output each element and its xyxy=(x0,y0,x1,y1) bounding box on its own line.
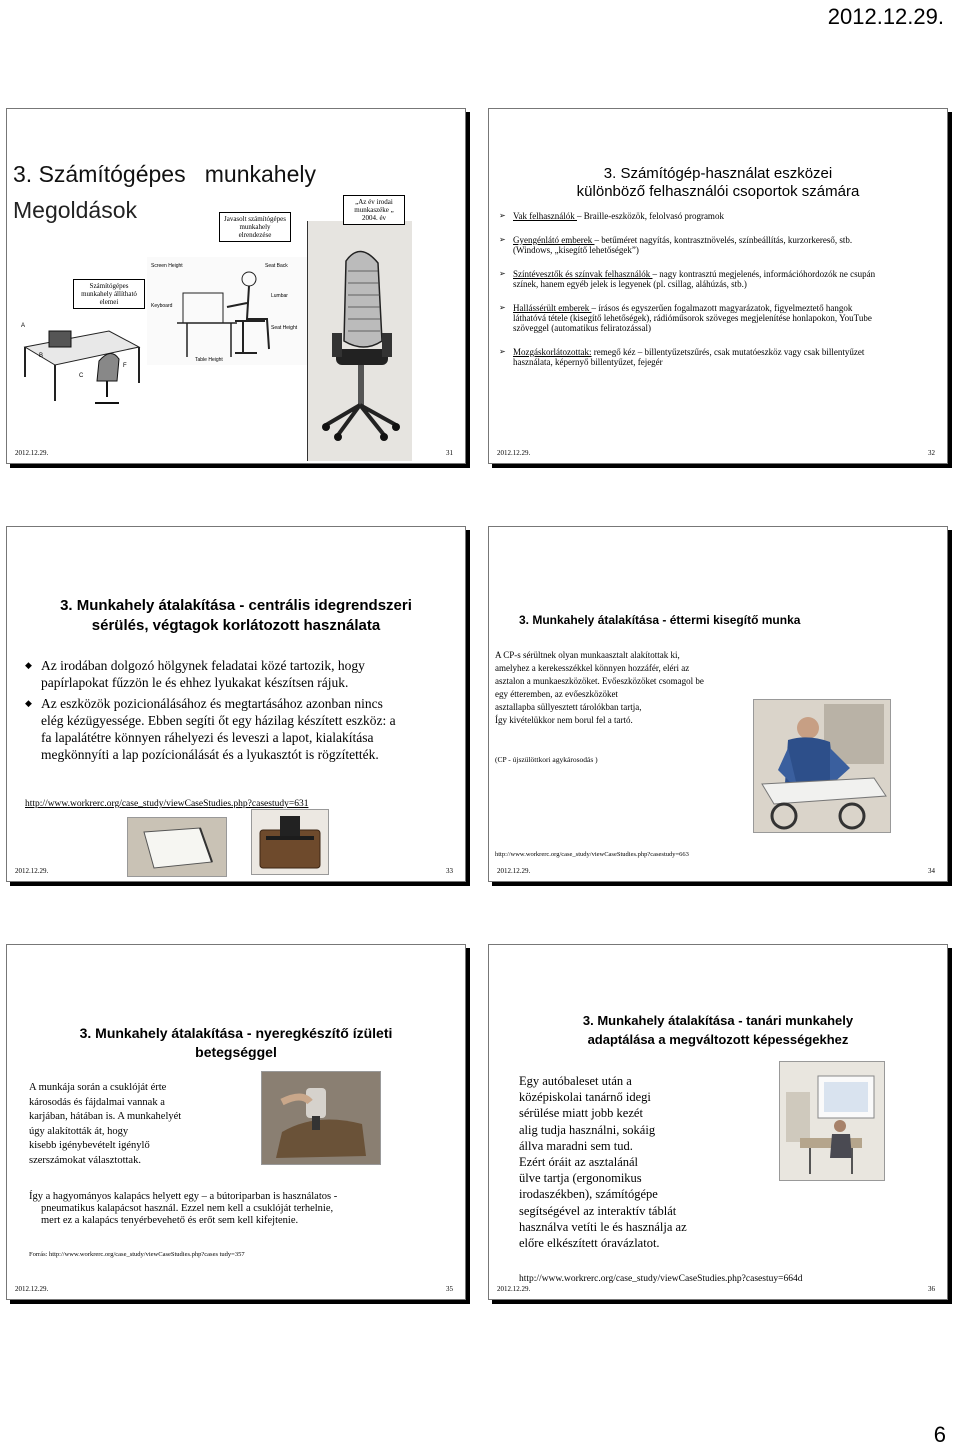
office-chair-icon xyxy=(308,221,412,461)
slide-date: 2012.12.29. xyxy=(15,1285,49,1293)
body-line: szerszámokat választottak. xyxy=(29,1154,141,1166)
slide-number: 33 xyxy=(446,867,453,875)
slide-title-line2: betegséggel xyxy=(195,1044,277,1060)
slide-title-line1: 3. Számítógépes munkahely xyxy=(13,161,316,187)
paper-holder-photo xyxy=(127,817,227,877)
saddle-maker-photo xyxy=(261,1071,381,1165)
body-line: károsodás és fájdalmai vannak a xyxy=(29,1096,165,1108)
classroom-board-icon xyxy=(780,1062,884,1180)
list-item xyxy=(499,269,883,289)
body-line: amelyhez a kerekesszékkel könnyen hozzáfér, eléri az xyxy=(495,663,690,673)
source-link[interactable]: Forrás: http://www.workrerc.org/case_study/viewCaseStudies.php?cases tudy=357 xyxy=(29,1251,245,1258)
body-line: Ezért óráit az asztalánál xyxy=(519,1155,639,1170)
list-item xyxy=(499,347,883,367)
item-lead: Hallássérült emberek xyxy=(513,303,592,313)
slide-title-line2: különböző felhasználói csoportok számára xyxy=(576,183,860,200)
slide-date: 2012.12.29. xyxy=(497,449,531,457)
slide-title-line2: Megoldások xyxy=(13,197,138,223)
body-line: előre elkészített óravázlatot. xyxy=(519,1236,660,1251)
workstation-sketch xyxy=(19,317,147,409)
item-text: – nagy kontrasztú megjelenés, információhordozók ne csupán színek, hanem egyéb jelek is legyenek (pl. csillag, aláhúzás, stb.) xyxy=(513,269,876,289)
slide-32 xyxy=(488,108,948,464)
item-text: remegő kéz – billentyűzetszűrés, csak mutatóeszköz vagy csak billentyűzet használata, képernyő billentyűzet, fejegér xyxy=(513,347,865,367)
body-line: kisebb igénybevételt igénylő xyxy=(29,1140,150,1151)
svg-text:A: A xyxy=(21,323,26,329)
svg-text:Lumbar: Lumbar xyxy=(271,293,288,299)
label-javasolt: Javasolt számítógépes munkahely elrendezése xyxy=(219,212,291,242)
case-bullets xyxy=(25,657,405,763)
hole-punch-icon xyxy=(252,810,328,874)
body-line: asztallapba süllyesztett tárolókban tartja, xyxy=(495,702,642,712)
svg-text:C: C xyxy=(79,373,84,379)
item-text: – írásos és egyszerűen fogalmazott magyarázatok, figyelmeztető hangok láthatóvá tétele (kisegítő lehetőségek), rádióműsorok szöveges megjelenítése honlapokon, YouTube szöveggel (automatikus feliratozással) xyxy=(513,303,872,333)
item-text: – betűméret nagyítás, kontrasztnövelés, színbeállítás, kurzorkereső, stb. (Windows, „kisegítő lehetőségek”) xyxy=(513,235,853,255)
label-allithato: Számítógépes munkahely állítható elemei xyxy=(73,279,145,309)
item-lead: Mozgáskorlátozottak: xyxy=(513,347,592,357)
slide-title: 3. Munkahely átalakítása - éttermi kisegítő munka xyxy=(519,613,801,627)
workstation-icon xyxy=(19,317,147,409)
body-line: pneumatikus kalapácsot használ. Ezzel nem kell a csuklóját terhelnie, xyxy=(41,1203,334,1214)
case-body-2 xyxy=(29,1191,409,1227)
slide-31 xyxy=(6,108,466,464)
body-line: karjában, hátában is. A munkahelyét xyxy=(29,1111,182,1122)
body-line: Így a hagyományos kalapács helyett egy – a bútoriparban is használatos - xyxy=(29,1191,338,1202)
cp-note: (CP - újszülöttkori agykárosodás ) xyxy=(495,755,598,764)
body-line: középiskolai tanárnő idegi xyxy=(519,1090,651,1105)
body-line: Így kivételükkor nem borul fel a tartó. xyxy=(495,715,633,725)
body-line: irodaszékben), számítógépe xyxy=(519,1187,658,1202)
svg-text:Seat Height: Seat Height xyxy=(271,325,298,331)
slide-number: 31 xyxy=(446,449,453,457)
slide-date: 2012.12.29. xyxy=(15,449,49,457)
list-item: ◆ Az irodában dolgozó hölgynek feladatai közé tartozik, hogy papírlapokat fűzzön le és ehhez lyukakat készítsen rájuk. xyxy=(25,657,405,691)
svg-text:Table Height: Table Height xyxy=(195,357,223,363)
list-item xyxy=(499,303,883,333)
body-line: A CP-s sérültnek olyan munkaasztalt alakítottak ki, xyxy=(495,650,680,660)
body-line: asztalon a munkaeszközöket. Evőeszközöket csomagol be xyxy=(495,676,704,686)
svg-text:F: F xyxy=(123,363,127,369)
restaurant-worker-photo xyxy=(753,699,891,833)
ergonomic-diagram xyxy=(147,257,307,365)
slide-date: 2012.12.29. xyxy=(497,867,531,875)
body-line: úgy alakították át, hogy xyxy=(29,1125,129,1137)
page-date: 2012.12.29. xyxy=(827,4,944,29)
case-body xyxy=(29,1081,229,1168)
slide-number: 36 xyxy=(928,1285,935,1293)
list-item xyxy=(499,211,883,221)
slide-title-line1: 3. Munkahely átalakítása - nyeregkészítő ízületi xyxy=(79,1025,393,1041)
item-lead: Gyengénlátó emberek xyxy=(513,235,595,245)
body-line: Egy autóbaleset után a xyxy=(519,1074,632,1088)
slide-title-line1: 3. Munkahely átalakítása - tanári munkahely xyxy=(582,1013,854,1028)
source-link[interactable]: http://www.workrerc.org/case_study/viewCaseStudies.php?casestuy=664d xyxy=(519,1274,803,1284)
item-lead: Vak felhasználók xyxy=(513,211,577,221)
body-line: mert ez a kalapács tenyérbevehető és erőt sem kell kifejtenie. xyxy=(41,1215,299,1226)
slide-number: 34 xyxy=(928,867,935,875)
slide-title-line2: adaptálása a megváltozott képességekhez xyxy=(587,1032,849,1047)
classroom-photo xyxy=(779,1061,885,1181)
source-link[interactable]: http://www.workrerc.org/case_study/viewCaseStudies.php?casestudy=631 xyxy=(25,799,309,809)
slide-36 xyxy=(488,944,948,1300)
svg-text:Keyboard: Keyboard xyxy=(151,303,173,309)
case-body xyxy=(495,649,795,727)
slide-33 xyxy=(6,526,466,882)
slide-35 xyxy=(6,944,466,1300)
label-iroda: „Az év irodai munkaszéke „ 2004. év xyxy=(343,195,405,225)
wheelchair-worker-icon xyxy=(754,700,890,832)
svg-text:Screen Height: Screen Height xyxy=(151,263,183,269)
paper-board-icon xyxy=(128,818,226,876)
body-line: használva vetíti le és használja az xyxy=(519,1219,687,1234)
body-line: A munkája során a csuklóját érte xyxy=(29,1082,167,1093)
tools-list xyxy=(499,211,883,367)
slide-date: 2012.12.29. xyxy=(497,1285,531,1293)
body-line: állva maradni sem tud. xyxy=(519,1138,633,1153)
body-line: sérülése miatt jobb kezét xyxy=(519,1106,643,1121)
slide-34 xyxy=(488,526,948,882)
slide-title-line1: 3. Számítógép-használat eszközei xyxy=(603,165,833,182)
slide-title-line1: 3. Munkahely átalakítása - centrális idegrendszeri xyxy=(60,597,412,614)
case-body xyxy=(519,1073,719,1251)
chair-photo xyxy=(307,221,412,461)
slide-date: 2012.12.29. xyxy=(15,867,49,875)
slide-number: 35 xyxy=(446,1285,453,1293)
ergonomics-diagram-icon xyxy=(147,257,307,365)
body-line: segítségével az interaktív táblát xyxy=(519,1203,677,1218)
body-line: alig tudja használni, sokáig xyxy=(519,1122,656,1137)
body-line: egy étteremben, az evőeszközöket xyxy=(495,689,618,699)
source-link[interactable]: http://www.workrerc.org/case_study/viewCaseStudies.php?casestudy=663 xyxy=(495,851,689,858)
pneumatic-hammer-icon xyxy=(262,1072,380,1164)
body-line: ülve tartja (ergonomikus xyxy=(519,1171,642,1186)
slide-number: 32 xyxy=(928,449,935,457)
item-text: – Braille-eszközök, felolvasó programok xyxy=(576,211,724,221)
svg-text:B: B xyxy=(39,353,44,359)
list-item xyxy=(499,235,883,255)
svg-text:Seat Back: Seat Back xyxy=(265,263,288,269)
item-lead: Színtévesztők és színvak felhasználók xyxy=(513,269,653,279)
page-number: 6 xyxy=(933,1422,946,1447)
slide-title-line2: sérülés, végtagok korlátozott használata xyxy=(91,617,381,634)
list-item: ◆ Az eszközök pozicionálásához és megtartásához azonban nincs elég kézügyessége. Ebben segíti őt egy házilag készített eszköz: a fa lapalátétre könnyen ráhelyezi és leveszi a lapot, kialakítása megkönnyíti a lap pozícionálását és a lyukasztót is rögzítették. xyxy=(25,695,405,763)
hole-punch-photo xyxy=(251,809,329,875)
